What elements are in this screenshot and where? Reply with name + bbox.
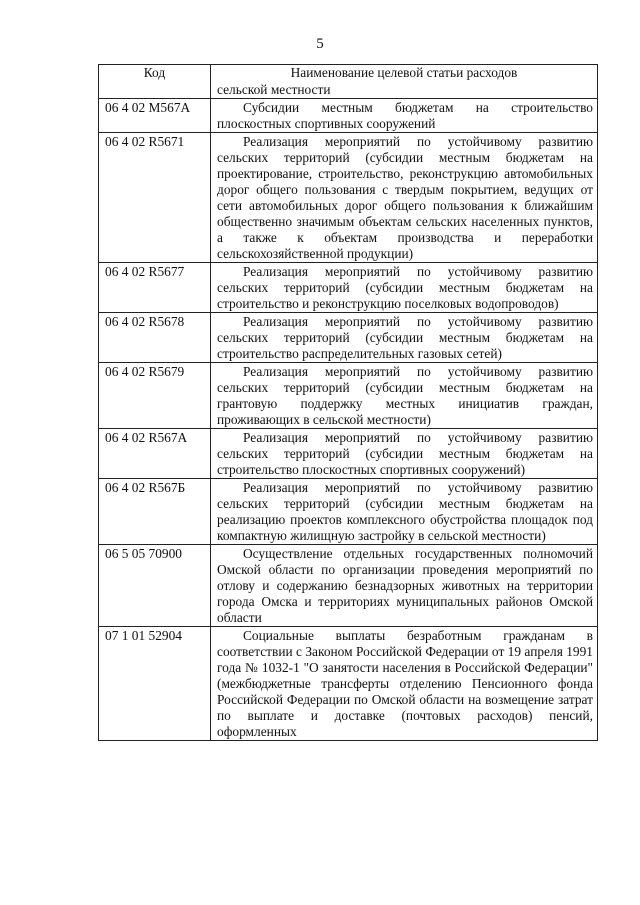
row-code-empty	[99, 81, 211, 99]
row-code: 06 4 02 R5679	[99, 363, 211, 429]
row-name: Реализация мероприятий по устойчивому развитию сельских территорий (субсидии местным бюджетам на строительство распределительных газовых сетей)	[211, 313, 598, 363]
table-row	[99, 363, 598, 429]
header-code: Код	[99, 65, 211, 82]
row-code: 06 5 05 70900	[99, 545, 211, 627]
table-row	[99, 545, 598, 627]
row-name: Реализация мероприятий по устойчивому развитию сельских территорий (субсидии местным бюджетам на реализацию проектов комплексного обустройства площадок под компактную жилищную застройку в сельской местности)	[211, 479, 598, 545]
table-header-row	[99, 65, 598, 82]
header-name: Наименование целевой статьи расходов	[211, 65, 598, 82]
table-row	[99, 313, 598, 363]
row-code: 06 4 02 R5678	[99, 313, 211, 363]
table-row	[99, 479, 598, 545]
row-name: Реализация мероприятий по устойчивому развитию сельских территорий (субсидии местным бюджетам на строительство и реконструкцию поселковых водопроводов)	[211, 263, 598, 313]
table-row	[99, 627, 598, 741]
budget-table	[98, 64, 598, 741]
table-row	[99, 429, 598, 479]
row-code: 07 1 01 52904	[99, 627, 211, 741]
row-name: Реализация мероприятий по устойчивому развитию сельских территорий (субсидии местным бюджетам на проектирование, строительство, реконструкцию автомобильных дорог общего пользования с твердым покрытием, ведущих от сети автомобильных дорог общего пользования к ближайшим общественно значимым объектам сельских населенных пунктов, а также к объектам производства и переработки сельскохозяйственной продукции)	[211, 133, 598, 263]
table-row	[99, 99, 598, 133]
row-name: сельской местности	[211, 81, 598, 99]
row-name: Реализация мероприятий по устойчивому развитию сельских территорий (субсидии местным бюджетам на строительство плоскостных спортивных сооружений)	[211, 429, 598, 479]
table-row	[99, 133, 598, 263]
page-number: 5	[316, 36, 324, 52]
table-row	[99, 263, 598, 313]
row-name: Субсидии местным бюджетам на строительство плоскостных спортивных сооружений	[211, 99, 598, 133]
row-code: 06 4 02 R567Б	[99, 479, 211, 545]
row-name: Реализация мероприятий по устойчивому развитию сельских территорий (субсидии местным бюджетам на грантовую поддержку местных инициатив граждан, проживающих в сельской местности)	[211, 363, 598, 429]
table-row-continuation	[99, 81, 598, 99]
row-code: 06 4 02 R5677	[99, 263, 211, 313]
row-code: 06 4 02 M567A	[99, 99, 211, 133]
row-code: 06 4 02 R5671	[99, 133, 211, 263]
row-name: Социальные выплаты безработным гражданам в соответствии с Законом Российской Федерации от 19 апреля 1991 года № 1032-1 "О занятости населения в Российской Федерации" (межбюджетные трансферты отделению Пенсионного фонда Российской Федерации по Омской области на возмещение затрат по выплате и доставке (почтовых расходов) пенсий, оформленных	[211, 627, 598, 741]
row-code: 06 4 02 R567A	[99, 429, 211, 479]
row-name: Осуществление отдельных государственных полномочий Омской области по организации проведения мероприятий по отлову и содержанию безнадзорных животных на территории города Омска и территориях муниципальных районов Омской области	[211, 545, 598, 627]
